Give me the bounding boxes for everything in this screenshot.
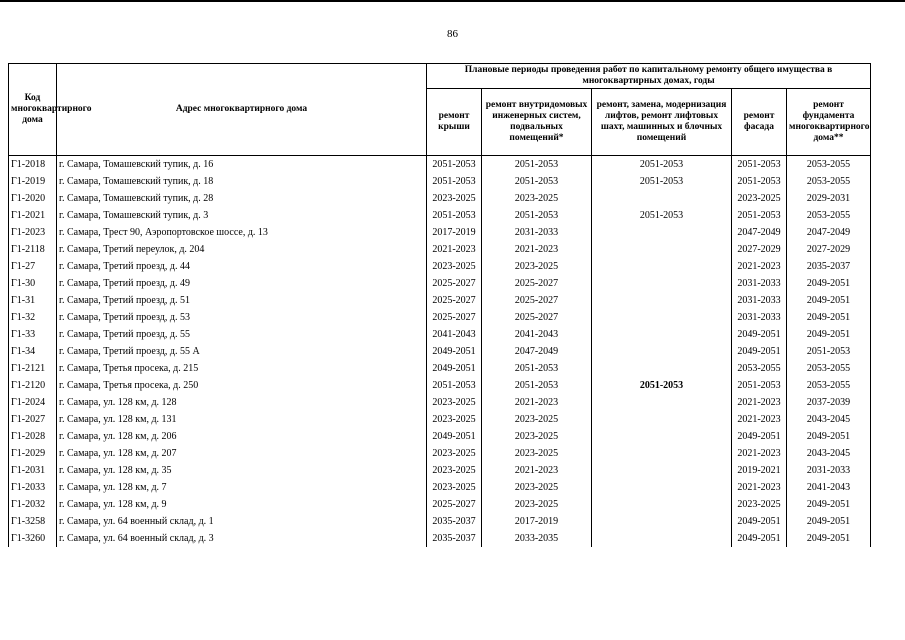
table-row: [9, 377, 871, 394]
cell-code: Г1-31: [9, 292, 57, 309]
cell-facade: 2051-2053: [732, 377, 787, 394]
cell-code: Г1-2031: [9, 462, 57, 479]
header-systems: ремонт внутридомовых инженерных систем, подвальных помещений*: [482, 89, 592, 156]
cell-roof: 2051-2053: [427, 173, 482, 190]
cell-facade: 2051-2053: [732, 173, 787, 190]
cell-systems: 2041-2043: [482, 326, 592, 343]
cell-systems: 2021-2023: [482, 462, 592, 479]
cell-code: Г1-2028: [9, 428, 57, 445]
table-row: [9, 360, 871, 377]
cell-foundation: 2049-2051: [787, 513, 871, 530]
cell-elevators: [592, 241, 732, 258]
cell-roof: 2049-2051: [427, 343, 482, 360]
header-facade: ремонт фасада: [732, 89, 787, 156]
cell-facade: 2021-2023: [732, 479, 787, 496]
cell-elevators: 2051-2053: [592, 156, 732, 174]
cell-address: г. Самара, Третий проезд, д. 51: [57, 292, 427, 309]
table-row: [9, 411, 871, 428]
cell-systems: 2051-2053: [482, 377, 592, 394]
cell-facade: 2019-2021: [732, 462, 787, 479]
cell-code: Г1-2019: [9, 173, 57, 190]
cell-roof: 2025-2027: [427, 309, 482, 326]
cell-elevators: [592, 343, 732, 360]
cell-elevators: [592, 428, 732, 445]
cell-code: Г1-3258: [9, 513, 57, 530]
cell-code: Г1-2027: [9, 411, 57, 428]
header-code: Код многоквартирного дома: [9, 64, 57, 156]
cell-foundation: 2049-2051: [787, 275, 871, 292]
cell-systems: 2023-2025: [482, 258, 592, 275]
page-number: 86: [447, 28, 458, 40]
cell-systems: 2025-2027: [482, 292, 592, 309]
header-foundation: ремонт фундамента многоквартирного дома**: [787, 89, 871, 156]
cell-facade: 2049-2051: [732, 326, 787, 343]
cell-systems: 2051-2053: [482, 207, 592, 224]
cell-elevators: [592, 292, 732, 309]
cell-elevators: [592, 479, 732, 496]
cell-foundation: 2053-2055: [787, 360, 871, 377]
cell-roof: 2023-2025: [427, 394, 482, 411]
cell-code: Г1-3260: [9, 530, 57, 547]
cell-code: Г1-2029: [9, 445, 57, 462]
cell-systems: 2031-2033: [482, 224, 592, 241]
cell-address: г. Самара, ул. 128 км, д. 35: [57, 462, 427, 479]
cell-code: Г1-2032: [9, 496, 57, 513]
cell-address: г. Самара, Третий проезд, д. 49: [57, 275, 427, 292]
cell-elevators: [592, 513, 732, 530]
cell-address: г. Самара, ул. 128 км, д. 131: [57, 411, 427, 428]
cell-address: г. Самара, ул. 128 км, д. 9: [57, 496, 427, 513]
cell-elevators: [592, 394, 732, 411]
cell-foundation: 2049-2051: [787, 496, 871, 513]
cell-roof: 2051-2053: [427, 156, 482, 174]
cell-systems: 2023-2025: [482, 428, 592, 445]
cell-elevators: [592, 496, 732, 513]
cell-systems: 2023-2025: [482, 496, 592, 513]
cell-systems: 2025-2027: [482, 309, 592, 326]
cell-systems: 2017-2019: [482, 513, 592, 530]
cell-foundation: 2049-2051: [787, 530, 871, 547]
cell-elevators: [592, 258, 732, 275]
cell-foundation: 2053-2055: [787, 377, 871, 394]
cell-code: Г1-33: [9, 326, 57, 343]
cell-code: Г1-27: [9, 258, 57, 275]
cell-address: г. Самара, Третья просека, д. 250: [57, 377, 427, 394]
cell-code: Г1-2033: [9, 479, 57, 496]
table-row: [9, 496, 871, 513]
cell-foundation: 2049-2051: [787, 326, 871, 343]
table-row: [9, 428, 871, 445]
cell-systems: 2023-2025: [482, 190, 592, 207]
cell-code: Г1-2018: [9, 156, 57, 174]
cell-address: г. Самара, Третий проезд, д. 55 А: [57, 343, 427, 360]
cell-elevators: [592, 275, 732, 292]
cell-elevators: [592, 224, 732, 241]
cell-code: Г1-2121: [9, 360, 57, 377]
cell-foundation: 2043-2045: [787, 445, 871, 462]
cell-facade: 2031-2033: [732, 275, 787, 292]
cell-systems: 2051-2053: [482, 156, 592, 174]
table-row: [9, 173, 871, 190]
cell-facade: 2021-2023: [732, 394, 787, 411]
cell-roof: 2035-2037: [427, 530, 482, 547]
header-roof: ремонт крыши: [427, 89, 482, 156]
cell-facade: 2023-2025: [732, 190, 787, 207]
table-row: [9, 292, 871, 309]
cell-code: Г1-32: [9, 309, 57, 326]
table-row: [9, 513, 871, 530]
cell-address: г. Самара, ул. 128 км, д. 207: [57, 445, 427, 462]
cell-code: Г1-30: [9, 275, 57, 292]
cell-address: г. Самара, ул. 128 км, д. 7: [57, 479, 427, 496]
cell-code: Г1-2118: [9, 241, 57, 258]
cell-foundation: 2053-2055: [787, 156, 871, 174]
cell-elevators: [592, 326, 732, 343]
cell-roof: 2035-2037: [427, 513, 482, 530]
cell-systems: 2023-2025: [482, 445, 592, 462]
cell-roof: 2041-2043: [427, 326, 482, 343]
cell-elevators: 2051-2053: [592, 377, 732, 394]
cell-address: г. Самара, ул. 64 военный склад, д. 3: [57, 530, 427, 547]
cell-systems: 2025-2027: [482, 275, 592, 292]
cell-facade: 2021-2023: [732, 258, 787, 275]
cell-systems: 2051-2053: [482, 173, 592, 190]
cell-roof: 2023-2025: [427, 258, 482, 275]
cell-roof: 2023-2025: [427, 411, 482, 428]
cell-roof: 2021-2023: [427, 241, 482, 258]
cell-address: г. Самара, Трест 90, Аэропортовское шоссе, д. 13: [57, 224, 427, 241]
cell-address: г. Самара, Томашевский тупик, д. 18: [57, 173, 427, 190]
table-row: [9, 530, 871, 547]
cell-roof: 2025-2027: [427, 496, 482, 513]
cell-facade: 2031-2033: [732, 309, 787, 326]
cell-roof: 2049-2051: [427, 428, 482, 445]
cell-foundation: 2053-2055: [787, 173, 871, 190]
cell-systems: 2021-2023: [482, 241, 592, 258]
table-row: [9, 445, 871, 462]
cell-elevators: 2051-2053: [592, 207, 732, 224]
cell-address: г. Самара, Томашевский тупик, д. 28: [57, 190, 427, 207]
cell-foundation: 2049-2051: [787, 292, 871, 309]
cell-facade: 2031-2033: [732, 292, 787, 309]
cell-facade: 2049-2051: [732, 530, 787, 547]
table-row: [9, 309, 871, 326]
header-elevators: ремонт, замена, модернизация лифтов, ремонт лифтовых шахт, машинных и блочных помещений: [592, 89, 732, 156]
table-body: [9, 156, 871, 548]
cell-elevators: [592, 190, 732, 207]
cell-address: г. Самара, Третий переулок, д. 204: [57, 241, 427, 258]
cell-systems: 2023-2025: [482, 479, 592, 496]
table-row: [9, 190, 871, 207]
cell-facade: 2047-2049: [732, 224, 787, 241]
cell-roof: 2023-2025: [427, 445, 482, 462]
cell-systems: 2021-2023: [482, 394, 592, 411]
cell-elevators: [592, 530, 732, 547]
cell-roof: 2025-2027: [427, 275, 482, 292]
cell-code: Г1-34: [9, 343, 57, 360]
cell-address: г. Самара, Третий проезд, д. 44: [57, 258, 427, 275]
cell-foundation: 2049-2051: [787, 428, 871, 445]
cell-foundation: 2029-2031: [787, 190, 871, 207]
cell-facade: 2053-2055: [732, 360, 787, 377]
cell-roof: 2051-2053: [427, 377, 482, 394]
cell-foundation: 2049-2051: [787, 309, 871, 326]
cell-facade: 2049-2051: [732, 513, 787, 530]
cell-elevators: [592, 360, 732, 377]
cell-foundation: 2027-2029: [787, 241, 871, 258]
cell-foundation: 2053-2055: [787, 207, 871, 224]
cell-foundation: 2051-2053: [787, 343, 871, 360]
cell-code: Г1-2120: [9, 377, 57, 394]
cell-elevators: 2051-2053: [592, 173, 732, 190]
header-address: Адрес многоквартирного дома: [57, 64, 427, 156]
cell-facade: 2049-2051: [732, 428, 787, 445]
cell-facade: 2051-2053: [732, 156, 787, 174]
cell-foundation: 2031-2033: [787, 462, 871, 479]
cell-facade: 2027-2029: [732, 241, 787, 258]
cell-foundation: 2037-2039: [787, 394, 871, 411]
cell-address: г. Самара, ул. 128 км, д. 206: [57, 428, 427, 445]
cell-roof: 2051-2053: [427, 207, 482, 224]
top-border-line: [0, 0, 905, 2]
table-row: [9, 275, 871, 292]
header-periods-group: Плановые периоды проведения работ по капитальному ремонту общего имущества в многоквартирных домах, годы: [427, 64, 871, 89]
table-row: [9, 326, 871, 343]
cell-facade: 2023-2025: [732, 496, 787, 513]
cell-address: г. Самара, Третий проезд, д. 53: [57, 309, 427, 326]
cell-foundation: 2043-2045: [787, 411, 871, 428]
cell-roof: 2023-2025: [427, 190, 482, 207]
cell-address: г. Самара, Третья просека, д. 215: [57, 360, 427, 377]
table-row: [9, 462, 871, 479]
cell-roof: 2049-2051: [427, 360, 482, 377]
cell-foundation: 2035-2037: [787, 258, 871, 275]
table-row: [9, 224, 871, 241]
cell-systems: 2051-2053: [482, 360, 592, 377]
cell-address: г. Самара, Томашевский тупик, д. 3: [57, 207, 427, 224]
cell-systems: 2047-2049: [482, 343, 592, 360]
cell-code: Г1-2020: [9, 190, 57, 207]
table-row: [9, 394, 871, 411]
cell-foundation: 2041-2043: [787, 479, 871, 496]
cell-address: г. Самара, ул. 64 военный склад, д. 1: [57, 513, 427, 530]
cell-facade: 2021-2023: [732, 411, 787, 428]
cell-address: г. Самара, ул. 128 км, д. 128: [57, 394, 427, 411]
table-row: [9, 241, 871, 258]
cell-code: Г1-2023: [9, 224, 57, 241]
cell-systems: 2033-2035: [482, 530, 592, 547]
cell-facade: 2021-2023: [732, 445, 787, 462]
table-row: [9, 258, 871, 275]
cell-roof: 2017-2019: [427, 224, 482, 241]
cell-systems: 2023-2025: [482, 411, 592, 428]
cell-address: г. Самара, Томашевский тупик, д. 16: [57, 156, 427, 174]
table-row: [9, 156, 871, 174]
cell-elevators: [592, 445, 732, 462]
cell-facade: 2049-2051: [732, 343, 787, 360]
table-row: [9, 343, 871, 360]
cell-elevators: [592, 309, 732, 326]
table-row: [9, 479, 871, 496]
cell-foundation: 2047-2049: [787, 224, 871, 241]
cell-roof: 2023-2025: [427, 462, 482, 479]
cell-elevators: [592, 411, 732, 428]
cell-facade: 2051-2053: [732, 207, 787, 224]
repair-schedule-table: [8, 63, 871, 547]
cell-roof: 2023-2025: [427, 479, 482, 496]
cell-elevators: [592, 462, 732, 479]
table-row: [9, 207, 871, 224]
cell-address: г. Самара, Третий проезд, д. 55: [57, 326, 427, 343]
cell-code: Г1-2024: [9, 394, 57, 411]
cell-roof: 2025-2027: [427, 292, 482, 309]
cell-code: Г1-2021: [9, 207, 57, 224]
